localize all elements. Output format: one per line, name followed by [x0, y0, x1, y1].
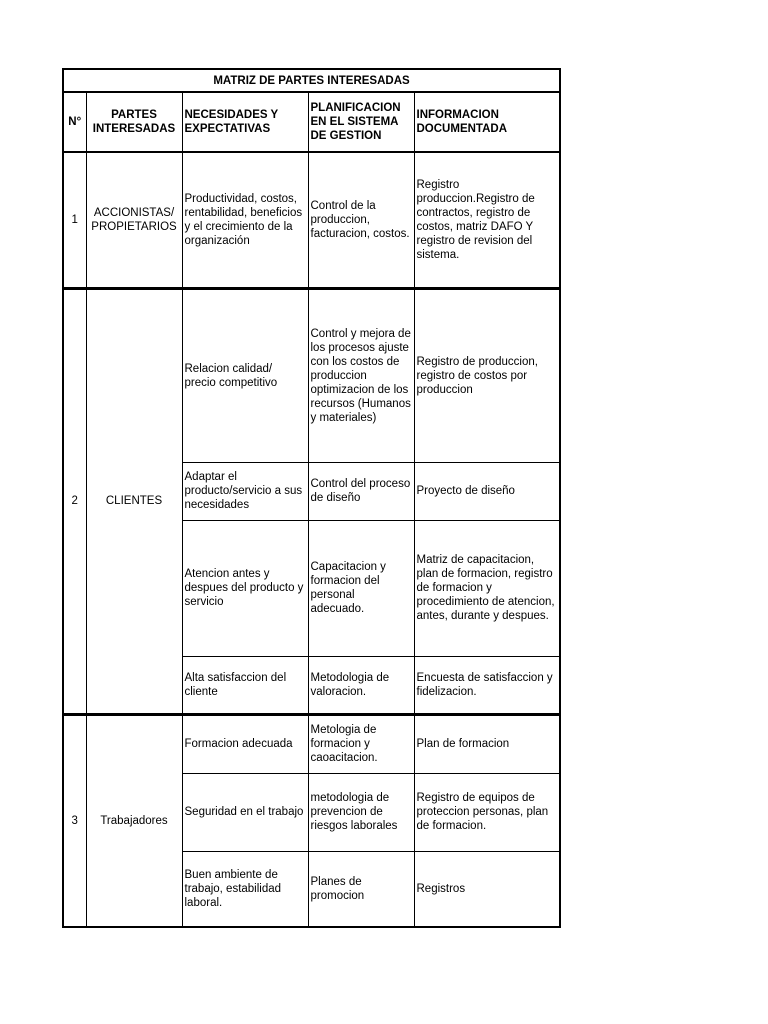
needs-cell: Relacion calidad/ precio competitivo: [182, 288, 308, 462]
needs-cell: Formacion adecuada: [182, 714, 308, 773]
party-name: CLIENTES: [86, 288, 182, 714]
table-title-row: [63, 69, 560, 92]
planning-cell: Capacitacion y formacion del personal adecuado.: [308, 520, 414, 656]
stakeholder-matrix-table: [62, 68, 561, 928]
party-name: ACCIONISTAS/ PROPIETARIOS: [86, 152, 182, 288]
header-planning: PLANIFICACION EN EL SISTEMA DE GESTION: [308, 92, 414, 152]
docs-cell: Matriz de capacitacion, plan de formacion, registro de formacion y procedimiento de atencion, antes, durante y despues.: [414, 520, 560, 656]
planning-cell: metodologia de prevencion de riesgos laborales: [308, 773, 414, 851]
needs-cell: Buen ambiente de trabajo, estabilidad laboral.: [182, 851, 308, 927]
table-header-row: [63, 92, 560, 152]
table-title: MATRIZ DE PARTES INTERESADAS: [63, 69, 560, 92]
planning-cell: Control del proceso de diseño: [308, 462, 414, 520]
group-number: 2: [63, 288, 86, 714]
docs-cell: Registros: [414, 851, 560, 927]
planning-cell: Control y mejora de los procesos ajuste con los costos de produccion optimizacion de los recursos (Humanos y materiales): [308, 288, 414, 462]
planning-cell: Planes de promocion: [308, 851, 414, 927]
table-row: [63, 714, 560, 773]
planning-cell: Metodologia de valoracion.: [308, 656, 414, 714]
group-number: 3: [63, 714, 86, 927]
docs-cell: Registro produccion.Registro de contractos, registro de costos, matriz DAFO Y registro de revision del sistema.: [414, 152, 560, 288]
group-number: 1: [63, 152, 86, 288]
docs-cell: Registro de equipos de proteccion personas, plan de formacion.: [414, 773, 560, 851]
header-needs: NECESIDADES Y EXPECTATIVAS: [182, 92, 308, 152]
planning-cell: Metologia de formacion y caoacitacion.: [308, 714, 414, 773]
party-name: Trabajadores: [86, 714, 182, 927]
docs-cell: Proyecto de diseño: [414, 462, 560, 520]
needs-cell: Atencion antes y despues del producto y servicio: [182, 520, 308, 656]
table-row: [63, 152, 560, 288]
needs-cell: Productividad, costos, rentabilidad, beneficios y el crecimiento de la organización: [182, 152, 308, 288]
table-row: [63, 288, 560, 462]
header-num: N°: [63, 92, 86, 152]
docs-cell: Registro de produccion, registro de costos por produccion: [414, 288, 560, 462]
header-party: PARTES INTERESADAS: [86, 92, 182, 152]
needs-cell: Alta satisfaccion del cliente: [182, 656, 308, 714]
docs-cell: Plan de formacion: [414, 714, 560, 773]
needs-cell: Seguridad en el trabajo: [182, 773, 308, 851]
needs-cell: Adaptar el producto/servicio a sus necesidades: [182, 462, 308, 520]
header-docs: INFORMACION DOCUMENTADA: [414, 92, 560, 152]
planning-cell: Control de la produccion, facturacion, costos.: [308, 152, 414, 288]
docs-cell: Encuesta de satisfaccion y fidelizacion.: [414, 656, 560, 714]
